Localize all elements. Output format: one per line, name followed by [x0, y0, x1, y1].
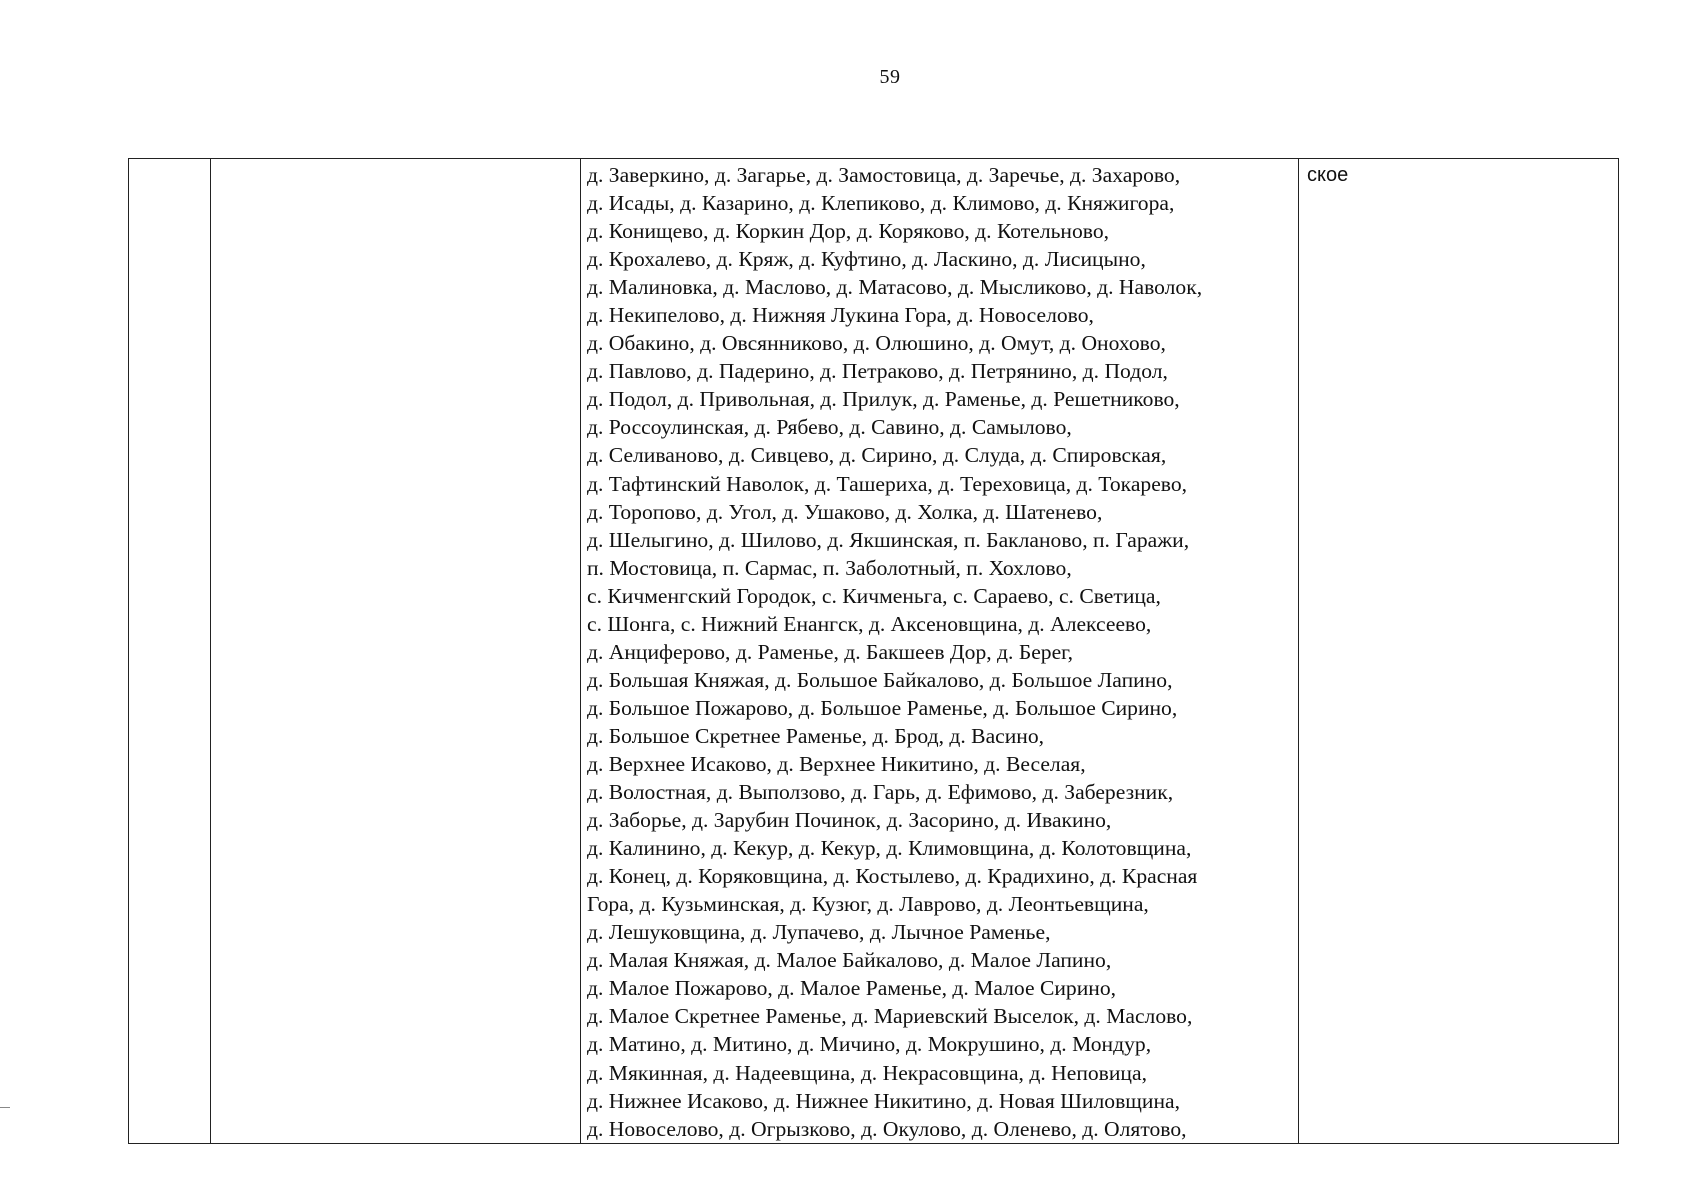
settlements-line: д. Заверкино, д. Загарье, д. Замостовица, д. Заречье, д. Захарово,: [587, 163, 1181, 187]
settlements-line: д. Лешуковщина, д. Лупачево, д. Лычное Раменье,: [587, 920, 1051, 945]
settlements-line: д. Шелыгино, д. Шилово, д. Якшинская, п. Бакланово, п. Гаражи,: [587, 527, 1190, 552]
settlements-line: Гора, д. Кузьминская, д. Кузюг, д. Лаврово, д. Леонтьевщина,: [587, 892, 1149, 917]
settlements-line: д. Анциферово, д. Раменье, д. Бакшеев Дор, д. Берег,: [587, 639, 1074, 664]
settlements-line: д. Нижнее Исаково, д. Нижнее Никитино, д. Новая Шиловщина,: [587, 1088, 1180, 1113]
settlements-line: д. Павлово, д. Падерино, д. Петраково, д. Петрянино, д. Подол,: [587, 359, 1168, 384]
settlements-line: п. Мостовица, п. Сармас, п. Заболотный, п. Хохлово,: [587, 555, 1072, 580]
settlements-line: д. Обакино, д. Овсянниково, д. Олюшино, д. Омут, д. Онохово,: [587, 331, 1166, 356]
settlements-line: д. Большое Пожарово, д. Большое Раменье, д. Большое Сирино,: [587, 695, 1178, 720]
page-number: 59: [879, 66, 901, 88]
settlements-line: д. Малиновка, д. Маслово, д. Матасово, д. Мысликово, д. Наволок,: [587, 275, 1203, 300]
settlements-line: д. Малое Скретнее Раменье, д. Мариевский Выселок, д. Маслово,: [587, 1004, 1193, 1029]
column-divider: [210, 159, 211, 1143]
settlements-table: [128, 158, 1619, 1144]
settlements-line: д. Волостная, д. Выползово, д. Гарь, д. Ефимово, д. Заберезник,: [587, 780, 1174, 805]
settlements-line: д. Мякинная, д. Надеевщина, д. Некрасовщина, д. Неповица,: [587, 1060, 1147, 1085]
settlements-line: д. Малая Княжая, д. Малое Байкалово, д. Малое Лапино,: [587, 948, 1112, 973]
settlements-line: д. Малое Пожарово, д. Малое Раменье, д. Малое Сирино,: [587, 976, 1117, 1001]
settlements-line: д. Селиваново, д. Сивцево, д. Сирино, д. Слуда, д. Спировская,: [587, 443, 1167, 468]
settlements-line: д. Большое Скретнее Раменье, д. Брод, д. Васино,: [587, 723, 1045, 748]
settlements-line: д. Тафтинский Наволок, д. Ташериха, д. Тереховица, д. Токарево,: [587, 471, 1188, 496]
settlements-line: д. Конец, д. Коряковщина, д. Костылево, д. Крадихино, д. Красная: [587, 864, 1198, 889]
settlements-line: д. Большая Княжая, д. Большое Байкалово, д. Большое Лапино,: [587, 667, 1173, 692]
column-divider: [580, 159, 581, 1143]
scan-artifact: [0, 1107, 10, 1108]
settlements-line: с. Шонга, с. Нижний Енангск, д. Аксеновщина, д. Алексеево,: [587, 611, 1152, 636]
settlements-list-cell: [583, 161, 1297, 1143]
status-cell: ское: [1307, 164, 1349, 186]
settlements-line: с. Кичменгский Городок, с. Кичменьга, с. Сараево, с. Светица,: [587, 583, 1161, 608]
settlements-line: д. Калинино, д. Кекур, д. Кекур, д. Климовщина, д. Колотовщина,: [587, 836, 1192, 861]
settlements-line: д. Заборье, д. Зарубин Починок, д. Засорино, д. Ивакино,: [587, 808, 1112, 833]
settlements-line: д. Подол, д. Привольная, д. Прилук, д. Раменье, д. Решетниково,: [587, 387, 1180, 412]
settlements-line: д. Конищево, д. Коркин Дор, д. Коряково, д. Котельново,: [587, 219, 1110, 244]
settlements-line: д. Исады, д. Казарино, д. Клепиково, д. Климово, д. Княжигора,: [587, 191, 1175, 216]
column-divider: [1298, 159, 1299, 1143]
settlements-line: д. Крохалево, д. Кряж, д. Куфтино, д. Ласкино, д. Лисицыно,: [587, 247, 1146, 272]
settlements-line: д. Матино, д. Митино, д. Мичино, д. Мокрушино, д. Мондур,: [587, 1032, 1152, 1057]
settlements-line: д. Верхнее Исаково, д. Верхнее Никитино, д. Веселая,: [587, 751, 1086, 776]
settlements-line: д. Россоулинская, д. Рябево, д. Савино, д. Самылово,: [587, 415, 1072, 440]
settlements-line: д. Новоселово, д. Огрызково, д. Окулово, д. Оленево, д. Олятово,: [587, 1116, 1187, 1141]
settlements-line: д. Некипелово, д. Нижняя Лукина Гора, д. Новоселово,: [587, 303, 1094, 328]
settlements-line: д. Торопово, д. Угол, д. Ушаково, д. Холка, д. Шатенево,: [587, 499, 1103, 524]
